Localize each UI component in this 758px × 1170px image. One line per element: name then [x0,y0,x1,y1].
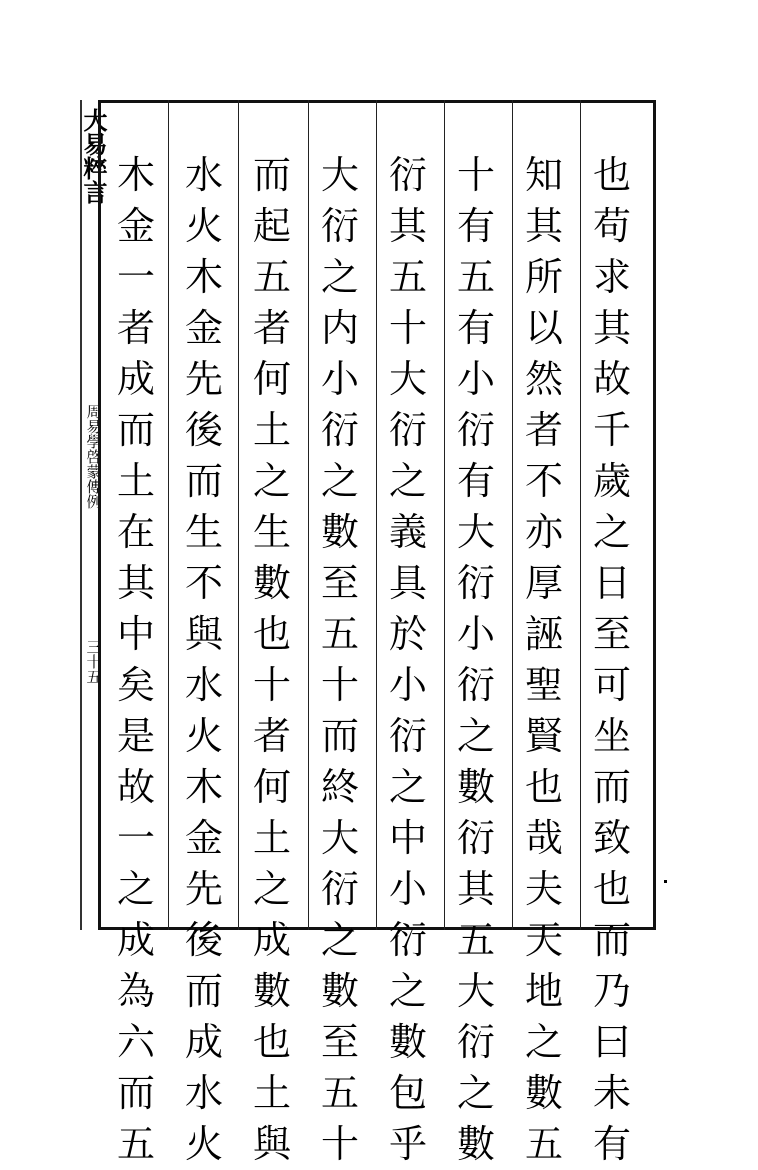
margin-section: 周易學啓蒙傳例 [84,404,103,509]
character: 五 [320,1071,359,1115]
character: 以 [524,306,563,350]
character: 其 [456,867,495,911]
character: 何 [252,357,291,401]
character: 數 [252,969,291,1013]
character: 誣 [524,612,563,656]
character: 不 [524,459,563,503]
character: 十 [456,153,495,197]
character: 土 [116,459,155,503]
character: 十 [320,663,359,707]
character: 大 [456,510,495,554]
character: 然 [524,357,563,401]
character: 水 [184,153,223,197]
character: 之 [592,510,631,554]
character: 大 [388,357,427,401]
character: 衍 [388,714,427,758]
character: 五 [320,612,359,656]
character: 一 [116,255,155,299]
character: 故 [116,765,155,809]
character: 求 [592,255,631,299]
character: 土 [252,1071,291,1115]
character: 内 [320,306,359,350]
character: 衍 [320,204,359,248]
character: 至 [592,612,631,656]
text-column [314,150,366,1170]
character: 而 [592,765,631,809]
character: 中 [116,612,155,656]
character: 有 [592,1122,631,1166]
character: 聖 [524,663,563,707]
character: 故 [592,357,631,401]
character: 衍 [320,867,359,911]
text-column [246,150,298,1170]
character: 與 [252,1122,291,1166]
character: 生 [184,510,223,554]
character: 小 [388,867,427,911]
column-rule [580,100,581,930]
character: 何 [252,765,291,809]
character: 所 [524,255,563,299]
character: 土 [252,816,291,860]
character: 者 [252,714,291,758]
character: 之 [456,1071,495,1115]
character: 賢 [524,714,563,758]
margin-title: 大易粹言 [79,108,108,204]
character: 大 [320,816,359,860]
character: 數 [524,1071,563,1115]
character: 火 [184,204,223,248]
character: 火 [184,714,223,758]
character: 成 [116,918,155,962]
character: 者 [524,408,563,452]
character: 木 [116,153,155,197]
character: 數 [456,1122,495,1166]
character: 之 [524,1020,563,1064]
character: 數 [320,510,359,554]
character: 金 [184,816,223,860]
character: 先 [184,867,223,911]
character: 衍 [456,561,495,605]
character: 未 [592,1071,631,1115]
character: 乎 [388,1122,427,1166]
character: 苟 [592,204,631,248]
character: 曰 [592,1020,631,1064]
margin-page-number: 三十五 [84,639,103,684]
character: 小 [456,357,495,401]
character: 也 [252,1020,291,1064]
column-rule [168,100,169,930]
character: 土 [252,408,291,452]
character: 數 [456,765,495,809]
character: 包 [388,1071,427,1115]
character: 之 [388,969,427,1013]
character: 其 [524,204,563,248]
character: 為 [116,969,155,1013]
character: 之 [388,459,427,503]
character: 數 [252,561,291,605]
character: 也 [252,612,291,656]
character: 有 [456,459,495,503]
character: 成 [252,918,291,962]
character: 成 [116,357,155,401]
character: 數 [388,1020,427,1064]
character: 之 [252,459,291,503]
character: 之 [116,867,155,911]
column-rule [376,100,377,930]
character: 金 [184,306,223,350]
character: 五 [388,255,427,299]
character: 其 [116,561,155,605]
character: 而 [116,408,155,452]
character: 千 [592,408,631,452]
character: 木 [184,255,223,299]
character: 衍 [388,408,427,452]
character: 金 [116,204,155,248]
character: 者 [252,306,291,350]
character: 具 [388,561,427,605]
character: 與 [184,612,223,656]
character: 可 [592,663,631,707]
text-column [450,150,502,1170]
character: 之 [320,918,359,962]
character: 中 [388,816,427,860]
character: 小 [320,357,359,401]
character: 乃 [592,969,631,1013]
character: 十 [388,306,427,350]
character: 厚 [524,561,563,605]
character: 五 [252,255,291,299]
character: 生 [252,510,291,554]
text-column [518,150,570,1170]
character: 火 [184,1122,223,1166]
character: 五 [116,1122,155,1166]
character: 衍 [388,918,427,962]
character: 而 [252,153,291,197]
character: 五 [456,918,495,962]
text-column [178,150,230,1170]
character: 木 [184,765,223,809]
character: 之 [320,255,359,299]
character: 之 [320,459,359,503]
character: 終 [320,765,359,809]
text-column [382,150,434,1170]
character: 五 [456,255,495,299]
character: 天 [524,918,563,962]
character: 者 [116,306,155,350]
character: 小 [456,612,495,656]
character: 後 [184,408,223,452]
character: 致 [592,816,631,860]
ink-speck [664,880,667,883]
character: 成 [184,1020,223,1064]
character: 衍 [388,153,427,197]
character: 十 [320,1122,359,1166]
character: 哉 [524,816,563,860]
character: 坐 [592,714,631,758]
character: 大 [320,153,359,197]
character: 之 [456,714,495,758]
character: 先 [184,357,223,401]
character: 夫 [524,867,563,911]
character: 之 [388,765,427,809]
column-rule [512,100,513,930]
character: 衍 [456,408,495,452]
character: 有 [456,306,495,350]
character: 起 [252,204,291,248]
character: 之 [252,867,291,911]
character: 其 [388,204,427,248]
character: 小 [388,663,427,707]
character: 是 [116,714,155,758]
character: 大 [456,969,495,1013]
character: 亦 [524,510,563,554]
character: 至 [320,1020,359,1064]
character: 水 [184,663,223,707]
character: 十 [252,663,291,707]
character: 而 [184,969,223,1013]
character: 而 [592,918,631,962]
character: 衍 [456,663,495,707]
character: 衍 [456,1020,495,1064]
column-rule [444,100,445,930]
character: 其 [592,306,631,350]
character: 至 [320,561,359,605]
character: 也 [524,765,563,809]
column-rule [308,100,309,930]
character: 於 [388,612,427,656]
character: 六 [116,1020,155,1064]
character: 也 [592,867,631,911]
character: 而 [116,1071,155,1115]
text-column [110,150,162,1170]
character: 數 [320,969,359,1013]
character: 矣 [116,663,155,707]
character: 後 [184,918,223,962]
character: 衍 [456,816,495,860]
character: 五 [524,1122,563,1166]
character: 不 [184,561,223,605]
column-rule [238,100,239,930]
text-column [586,150,638,1170]
character: 也 [592,153,631,197]
character: 水 [184,1071,223,1115]
character: 衍 [320,408,359,452]
character: 義 [388,510,427,554]
character: 而 [320,714,359,758]
character: 地 [524,969,563,1013]
character: 一 [116,816,155,860]
character: 日 [592,561,631,605]
character: 在 [116,510,155,554]
character: 歲 [592,459,631,503]
character: 知 [524,153,563,197]
character: 而 [184,459,223,503]
character: 有 [456,204,495,248]
